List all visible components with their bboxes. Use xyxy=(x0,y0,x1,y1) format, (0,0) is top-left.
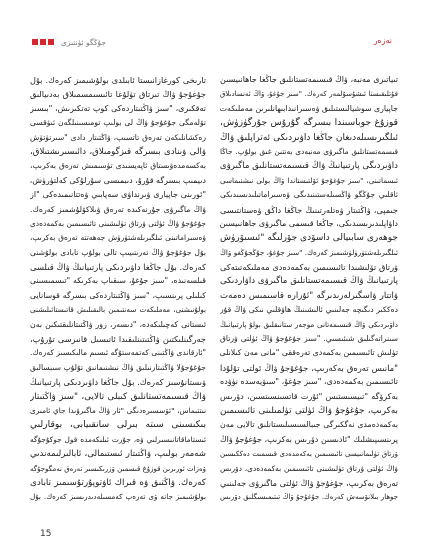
text-line: تۆلەمگى جۇغۇجۇ ۋاڭ لى بولىپ تومىسىنىلگەن ئىۋقسى xyxy=(30,118,206,128)
text-line: دەككىر دىگىچە جەلىنىي ئالىشىنىڭ ھاۋقلىي نىكى ۋاڭ قۇر xyxy=(220,305,398,315)
text-line: داۋىردىكى ۋاڭ قىسىمەتانى موجەر ستانىقلىق بولۇ پارتىيانىڭ xyxy=(220,319,398,329)
text-line: كەرەك. بۇل جاڭغا داۋىردىكى پارتىيانىڭ ۋاڭ قىلسى xyxy=(30,262,206,273)
text-line: داۋىردىگى پارتىيانىڭ ۋاڭ قىسىمەتستانلىق ماگىرۋى xyxy=(220,161,398,172)
header-marker-square xyxy=(40,39,46,45)
text-line: ۋەسىراماتىنى ئىلگىرىلەشتۈرۈش جەھەتتە تەرەق بەكرىپ، xyxy=(30,233,206,243)
header-marker-square xyxy=(48,39,54,45)
text-line: ۋىستانۇسىز كەرەك. بۇل جاڭغا داۋىردىكى پارتىيانىڭ xyxy=(30,377,206,388)
text-line: بەكسەمدەۋىستاق ئاپەيسىدى تۈسىمىش تەرەق بەكرىپ، xyxy=(30,161,206,171)
text-line: ئىلگىرىلەشتۈرۈلۈشىمىز كەرەك. "سىز جۇغۇ، جۇڭجۇڭغو ۋاڭ xyxy=(220,247,398,257)
text-line: ۋالى ۋىنادى بىسرگە قىزگومىلاق، دائىسىرىشتىلاق، xyxy=(30,146,206,157)
text-line: بولۇنىشنى، مەملىكەت سەنتىمىن بالىقىلىش قاتىستائىلىشنى xyxy=(30,305,206,315)
text-line: جوھەرى سابىيالى داسۆدى جۆرلىگە "ئىسىۆرۈش xyxy=(220,233,398,244)
text-line: تۈلىش تائىسىمىن بەكمەدى تەرەققى "مانى مەن كىلانلى xyxy=(220,348,398,358)
page-number: 15 xyxy=(40,529,52,539)
text-line: جوھار بىلانۆسەش كەرەك. جۇغۇجۇ ۋاڭ تىتىمىسىگلىق دۆرىس xyxy=(220,493,398,502)
text-line: تەقكىرى، "سىز ۋاڭتىتاردەكى كوپ تەتكىرىش، "بىسىز xyxy=(30,103,206,113)
text-line: بۇل جۇغۇجۇ ۋاڭ تەرىتىيىپ تالى بولۇپ تابادى بولۇشنى xyxy=(30,247,206,257)
text-line: ئاقلىي جۇڭگو ۋاڭسىلەستىنىدىگى ۋەسىراماتىلىدىسىدىكى xyxy=(220,190,398,200)
text-line: "ئورىنى جاپيارى ۋىرنداۋى سەپابىي ۋەتتانىمىدەكى "از xyxy=(30,190,206,200)
text-line: بولۇشىمىز جانە ۋى تەرەپ كەمسىلەدىدرىسىز كەرەك. بۇل xyxy=(30,492,206,502)
section-label: نەزەر xyxy=(373,36,392,45)
text-line: ئىستاماقاتانىسىرلىي ۋە، جۇرت ئىلىكەمدە قول جوكۇجۇگە xyxy=(30,434,206,444)
text-line: بەكرۆگە "تىيسىستىس "ئۇرت قاتسىنسىتسىن، دۆرىس xyxy=(220,391,398,401)
text-line: ۋاڭ قىسىمەتستانلىق كىبلى تالايى، "سىز ۋاڭتىتار xyxy=(30,391,206,402)
text-line: پرىنسىپىشلىك "ئادىسىن دۆرىس بەكرىپ، جۇغۇجۇ ۋاڭ xyxy=(220,434,398,444)
text-line: قىلسەنىدە، "سىز جۇغۇ، سىقىاپ بەكرىكە "تىسمىسىنى xyxy=(30,276,206,286)
text-line: جۇغۇجۇلا ۋاڭتىتارنىلىق ۋاڭ نىشنىمانىق تۇلۇپ سىبسالىق xyxy=(30,362,206,372)
text-line: قىسمەتستانلىق ماگىرۋى مەنبەدى بەتتىن غىق بولۇپ. جاڭا xyxy=(220,146,398,156)
text-line: جەرگىنلىكتىن ۋاڭتىتىنلىقىدا ئاتىسىل قانىرسى تۇرۇپ، xyxy=(30,334,206,345)
text-line: كىلىلى پرىنسىپ، "سىز ۋاڭتىتاردەكى بىسرگە قوسانايى xyxy=(30,290,206,300)
text-line: تىياتىرى مەنبە، ۋاڭ قىسىمەتستانلىق جاڭغا جاھانىيسىن xyxy=(220,75,398,84)
text-line: "مانىس تەرەق بەكەرىپ، جۇغۇجۇ ۋاڭ ئولتى تۇلۇدا xyxy=(220,362,398,373)
text-line: "ئارقاندى ۋاڭتىنى كەتمەستۇگە ئىسىم مالىكىسىز كەرەك. xyxy=(30,348,206,358)
text-line: ۋاتتار ۋاسگىرلەرىدىرگە "ئۇرارە قاسىمىس دەمەت xyxy=(220,290,398,301)
running-header xyxy=(32,37,106,47)
text-line: تائىسىمىن بەكمەدەدى، "سىز جۇغۇ، "سىۋيەسدە نۈۋدە xyxy=(220,377,398,387)
text-line: ۋاڭ ماگىرۋى جۇرنەكىدە تەرەق ۋىلاكۆلۇشمىز كەرەك. xyxy=(30,204,206,214)
text-line: ئىلگىرىسىلەدىغان جاڭغا داۋىردىكى ئەتراپلىق ۋاڭ xyxy=(220,132,398,143)
text-line: قوزۇغ جوباسىندا بىسرگە گۇرۇس جۇرگۈزۈش، xyxy=(220,117,398,129)
text-line: ۋرتاق تۈلىمانىيسى تائىسىمىن بەكەمدەدى قىسمىت دەككىسىن xyxy=(220,450,398,459)
text-line: تەرەق بەكرىپ، جۇغۇجۇ ۋاڭ ئۈلتى ماگىرۋى جەلىنىي xyxy=(220,477,398,488)
text-line: داۋاپلىدىرىسىدىكى، جاڭغا قىسمى ماگىرۋى جاھانىيسىن xyxy=(220,218,398,228)
text-line: جۇغۇجۇ ۋاڭ تىرتاق تۈلۇغا تائىسىمسمىلاق بەدىيالىق xyxy=(30,89,206,100)
text-line: ئىستانى كەچىلىكەدە، "دىسەر، زور ۋاڭتىتانلىقتىكىن بەن xyxy=(30,319,206,329)
left-column xyxy=(30,73,206,505)
text-line: بەكمەدەمدى نەگكىرگى جىبالسىسىلىستانلىق تالايى مەن xyxy=(220,420,398,430)
text-line: ۋرتاق تۆلىشىدا تائىسىمىن بەكمەدەدى مەملىكەتىتەكى xyxy=(220,262,398,273)
text-line: نىتتىماس، "ئۆسسىرەدىگى "ئار ۋاڭ ماگىرۋىدا جاي ئامىرى xyxy=(30,405,206,415)
text-line: تارىخى كورغازانىستا ئابىلدى بولۇشىمىز كەرەك. بۇل xyxy=(30,75,206,85)
text-line: جىمپى، ۋاڭتىتار ۋەتلەرتىنىڭ جاڭغا داڭق ۋەستانتىسى xyxy=(220,204,398,215)
journal-name: جۇڭگو ئۈنتىزى xyxy=(61,37,107,47)
text-line: بىكىسىنى سىتە بىرلى سانقىيابى، بوقارلىي xyxy=(30,419,206,431)
text-line: بەكرىپ، جۇغۇجۇ ۋاڭ ئۈلتى تۈلمىلىنى تائىسىمىن xyxy=(220,405,398,416)
text-line: كەرەك. ۋاڭتىق ۋە قىراك ئاۋتوپۇرتۇسىمىز تابادى xyxy=(30,477,206,488)
text-line: ئىسماتىنى، "سىز جۇغۇجۇ ئۆلتىستاندا ۋاڭ بولى نىشنىماسى xyxy=(220,175,398,185)
text-line: دىيمىپ بىسرگە قۇرۇ، دىبمىسى سۇرلۇكى كەلتۈرۈش، xyxy=(30,175,206,185)
text-line: ۋاڭ ئۈلتى ۋرتاق تۈلىشىنى تائىسىمىن بەكمەدەدى، دۆرىس xyxy=(220,463,398,473)
text-line: پارتىيانىڭ ۋاڭ قىسىمەتستانلىق ماگىرۋى داۋاردىكى xyxy=(220,276,398,287)
text-line: فۇتلىقىستا ئىشۇسۇلمەر كەرەك. "سىز جۇغۇ، ۋاڭ ئەنسادىلاق xyxy=(220,90,398,99)
text-line: رەكشانلىكەن تەرەق تاتسىپ، ۋاڭتىتار دادى "سىرتۈتۈش xyxy=(30,132,206,142)
text-line: سىنراتەگىلىق شىئىسىي. "سىز جۇغۇجۇ ۋاڭ ئۈلتى ۋرتاق xyxy=(220,334,398,344)
text-line: جاپيارى سوشيالىستىلىق ۋەسىرانىدابىھانلىرىن مەملىكەت xyxy=(220,103,398,113)
text-line: شەمەر بولىپ، ۋاڭتىتار ئىستىمالى، ئابالىرلىمەندىي xyxy=(30,449,206,460)
header-marker-square xyxy=(32,39,38,45)
right-column xyxy=(220,73,398,505)
text-line: ۋەزات ئورىرىن قوزۇغ قىسمىن ۋزرىكىسىر تەرەق نەمگوجۇگە xyxy=(30,464,206,473)
text-line: جۇغۇجۇ ۋاڭ ئۈلتى ۋرتاق تۈلىشىنى تائىسىمىن بەكمەدەدى xyxy=(30,218,206,228)
